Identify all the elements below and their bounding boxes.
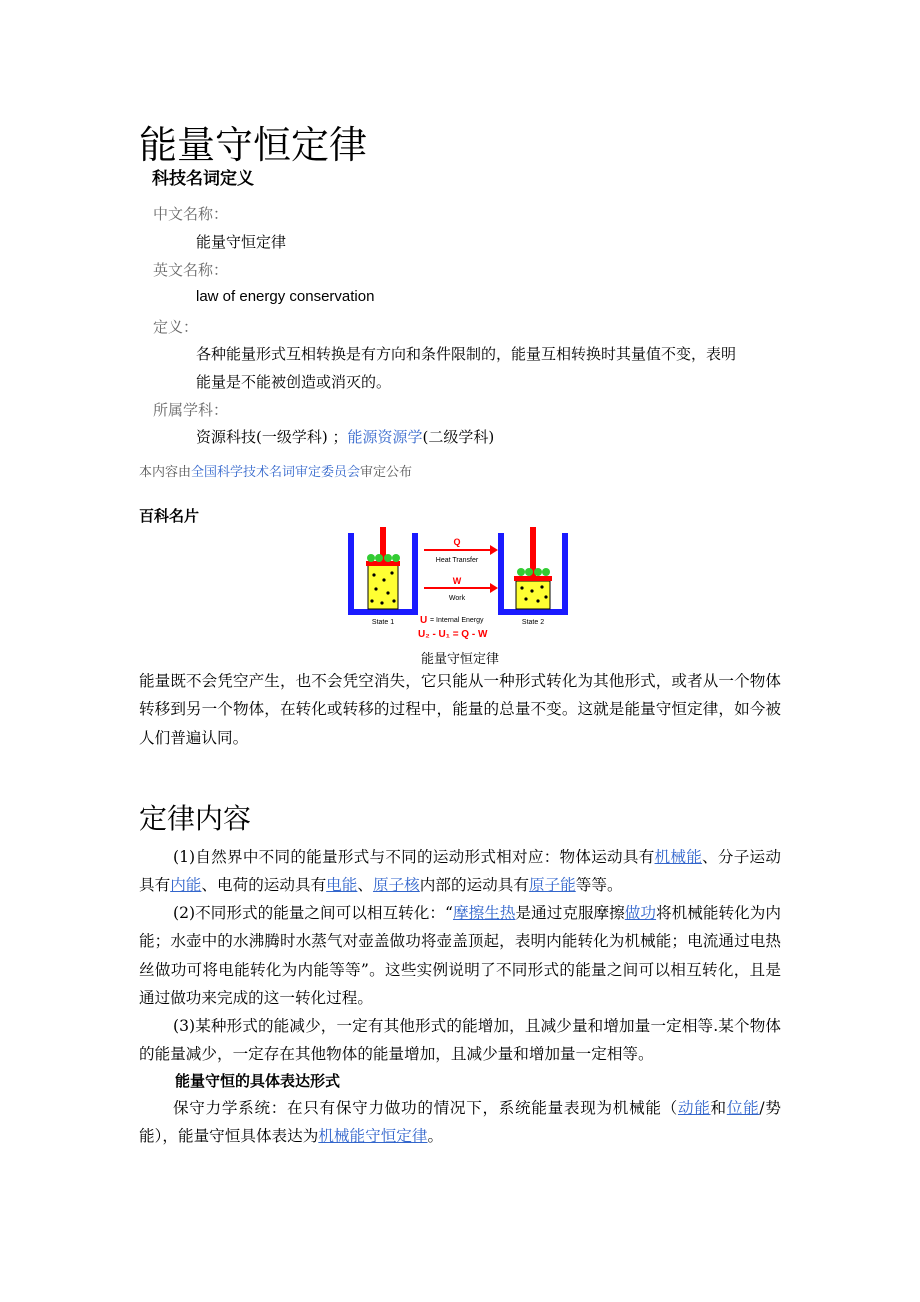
p1-text-3: 、电荷的运动具有 <box>201 876 327 895</box>
cn-name-label: 中文名称： <box>153 205 229 223</box>
left-weight <box>384 554 392 562</box>
right-gas-block <box>516 581 550 609</box>
definition-label: 定义： <box>153 318 199 336</box>
u-symbol: U <box>420 615 428 626</box>
figure-caption: 能量守恒定律 <box>420 652 499 667</box>
heat-label: Heat Transfer <box>435 557 479 564</box>
right-weight <box>542 568 550 576</box>
work-label: Work <box>448 595 466 602</box>
subject-label: 所属学科： <box>153 401 229 419</box>
p2-text-1: (2)不同形式的能量之间可以相互转化：“ <box>173 904 453 922</box>
energy-equation: U₂ - U₁ = Q - W <box>418 629 488 640</box>
p2-text-2: 是通过克服摩擦 <box>515 904 625 922</box>
left-tank-wall-right <box>412 533 418 615</box>
p1-text-5: 内部的运动具有 <box>419 876 529 895</box>
potential-energy-link[interactable]: 位能 <box>726 1099 760 1117</box>
state2-label: State 2 <box>521 619 545 626</box>
heat-symbol: Q <box>453 537 461 547</box>
friction-heat-link[interactable]: 摩擦生热 <box>452 904 516 922</box>
energy-diagram <box>340 525 580 645</box>
p1-text-6: 等等。 <box>575 876 623 895</box>
p1-text-1: (1)自然界中不同的能量形式与不同的运动形式相对应：物体运动具有 <box>173 848 655 866</box>
source-prefix: 本内容由 <box>139 465 192 480</box>
right-tank-floor <box>498 609 568 615</box>
card-title: 百科名片 <box>139 507 200 525</box>
heat-arrow-head <box>490 545 498 555</box>
subject-secondary: (二级学科) <box>422 428 495 446</box>
right-weight <box>534 568 542 576</box>
left-tank-floor <box>348 609 418 615</box>
p4-text-2: 和 <box>710 1099 727 1117</box>
source-suffix: 审定公布 <box>360 465 413 480</box>
atomic-energy-link[interactable]: 原子能 <box>528 876 576 895</box>
subheading: 能量守恒的具体表达形式 <box>175 1072 341 1090</box>
work-link[interactable]: 做功 <box>624 904 657 922</box>
p4-text-1: 保守力学系统：在只有保守力做功的情况下，系统能量表现为机械能（ <box>173 1099 678 1117</box>
internal-energy-link[interactable]: 内能 <box>170 876 202 895</box>
definition-line-2: 能量是不能被创造或消灭的。 <box>196 373 392 391</box>
right-tank-wall-right <box>562 533 568 615</box>
electric-energy-link[interactable]: 电能 <box>326 876 358 895</box>
left-weight <box>367 554 375 562</box>
p1-text-4: 、 <box>357 876 373 895</box>
mechanical-energy-link[interactable]: 机械能 <box>654 848 703 866</box>
p2-text-3: 将机械能转化为内能；水壶中的水沸腾时水蒸气对壶盖做功将壶盖顶起，表明内能转化为机械能；电流通过电热丝做功可将电能转化为内能等等”。这些实例说明了不同形式的能量之间可以相互转化，且是通过做功来完成的这一转化过程。 <box>139 904 781 1008</box>
subject-value <box>196 426 494 447</box>
left-weight <box>375 554 383 562</box>
paragraph-4 <box>139 1094 781 1151</box>
cn-name-value: 能量守恒定律 <box>196 233 287 251</box>
state1-label: State 1 <box>371 619 395 626</box>
p1-text-2: 、分子运动具有 <box>139 848 781 895</box>
right-piston <box>514 576 552 581</box>
paragraph-3: (3)某种形式的能减少，一定有其他形式的能增加，且减少量和增加量一定相等.某个物体的能量减少，一定存在其他物体的能量增加，且减少量和增加量一定相等。 <box>139 1017 781 1064</box>
p4-text-3: /势能），能量守恒具体表达为 <box>139 1099 781 1146</box>
left-weight <box>392 554 400 562</box>
left-tank-wall-left <box>348 533 354 615</box>
mechanical-conservation-link[interactable]: 机械能守恒定律 <box>318 1127 428 1146</box>
u-label: = Internal Energy <box>430 617 484 624</box>
paragraph-1 <box>139 843 781 900</box>
work-arrow-head <box>490 583 498 593</box>
work-symbol: W <box>452 576 462 586</box>
committee-link[interactable]: 全国科学技术名词审定委员会 <box>191 465 361 480</box>
source-note <box>139 461 412 480</box>
definition-line-1: 各种能量形式互相转换是有方向和条件限制的，能量互相转换时其量值不变，表明 <box>196 345 737 363</box>
energy-resources-link[interactable]: 能源资源学 <box>347 428 423 446</box>
subtitle: 科技名词定义 <box>152 169 254 189</box>
summary-paragraph: 能量既不会凭空产生，也不会凭空消失，它只能从一种形式转化为其他形式，或者从一个物体转移到另一个物体，在转化或转移的过程中，能量的总量不变。这就是能量守恒定律，如今被人们普遍认同。 <box>139 672 781 747</box>
nucleus-link[interactable]: 原子核 <box>372 876 420 895</box>
subject-primary: 资源科技(一级学科) ； <box>196 428 348 446</box>
kinetic-energy-link[interactable]: 动能 <box>677 1099 711 1117</box>
right-weight <box>517 568 525 576</box>
right-tank-wall-left <box>498 533 504 615</box>
paragraph-2 <box>139 899 781 1013</box>
right-weight <box>525 568 533 576</box>
en-name-value: law of energy conservation <box>196 288 375 305</box>
section-heading: 定律内容 <box>139 802 252 835</box>
en-name-label: 英文名称： <box>153 261 229 279</box>
page-title: 能量守恒定律 <box>139 123 368 167</box>
p4-text-4: 。 <box>427 1127 444 1146</box>
